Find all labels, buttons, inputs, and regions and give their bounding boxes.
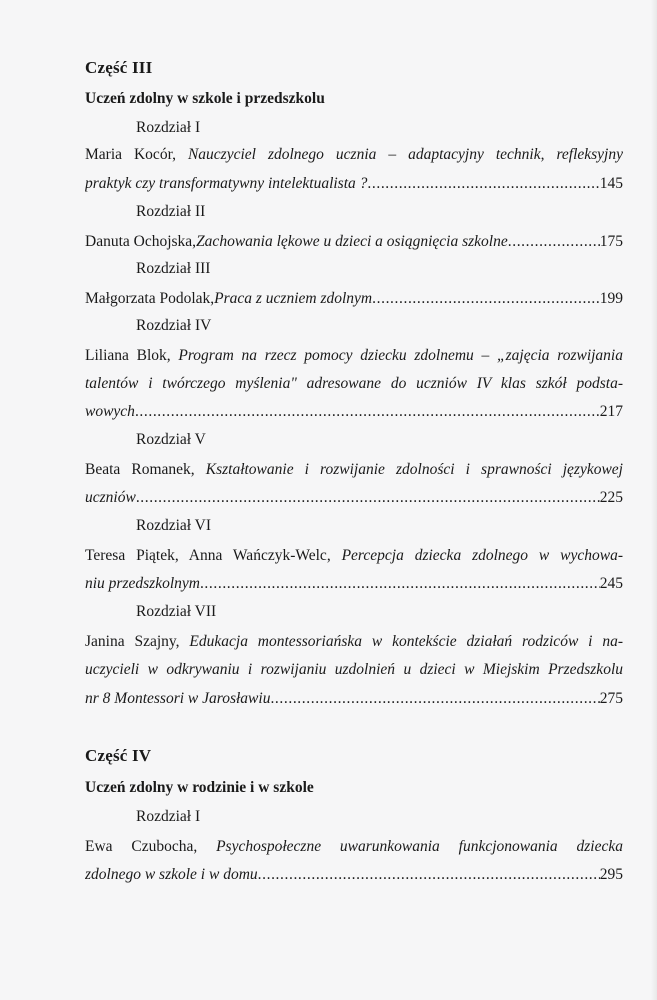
section-title: Uczeń zdolny w rodzinie i w szkole: [85, 779, 314, 796]
part-title: Część III: [85, 58, 153, 77]
entry-author: Małgorzata Podolak,: [85, 290, 215, 307]
entry-title: wowych: [85, 403, 135, 420]
dot-leader: [135, 402, 600, 424]
chapter-label: Rozdział VI: [136, 517, 212, 534]
entry-author: Maria Kocór,: [85, 146, 188, 163]
entry-title: uczniów: [85, 489, 136, 506]
page-number: 217: [599, 403, 623, 420]
entry-title: talentów i twórczego myślenia" adresowane do uczniów IV klas szkół podsta-: [85, 375, 623, 392]
dot-leader: [136, 488, 600, 510]
entry-author: Beata Romanek,: [85, 461, 206, 478]
chapter-label: Rozdział II: [136, 203, 206, 220]
dot-leader: [270, 689, 599, 711]
entry-title: praktyk czy transformatywny intelektualista ?: [85, 175, 368, 192]
entry-title: Psychospołeczne uwarunkowania funkcjonowania dziecka: [216, 838, 623, 855]
dot-leader: [372, 289, 600, 311]
page-number: 175: [599, 233, 623, 250]
entry-line: [85, 174, 623, 196]
chapter-label: Rozdział VII: [136, 603, 217, 620]
entry-author: Janina Szajny,: [85, 633, 190, 650]
entry-title: niu przedszkolnym: [85, 575, 200, 592]
entry-title: nr 8 Montessori w Jarosławiu: [85, 690, 271, 707]
entry-line: [85, 689, 623, 711]
entry-line: [85, 632, 623, 654]
chapter-label: Rozdział I: [136, 808, 201, 825]
chapter-label: Rozdział I: [136, 119, 201, 136]
entry-title: Kształtowanie i rozwijanie zdolności i sprawności językowej: [205, 461, 623, 478]
entry-line: [85, 145, 623, 167]
chapter-label: Rozdział III: [136, 260, 211, 277]
scan-edge-shadow: [651, 0, 657, 1000]
entry-line: [85, 546, 623, 568]
entry-title: Percepcja dziecka zdolnego w wychowa-: [341, 547, 623, 564]
entry-author: Danuta Ochojska,: [85, 233, 197, 250]
entry-title: uczycieli w odkrywaniu i rozwijaniu uzdolnień u dzieci w Miejskim Przedszkolu: [85, 661, 623, 678]
entry-line: [85, 289, 623, 311]
entry-line: [85, 865, 623, 887]
entry-line: [85, 346, 623, 368]
part-title: Część IV: [85, 746, 152, 765]
entry-line: [85, 837, 623, 859]
entry-line: [85, 488, 623, 510]
dot-leader: [508, 232, 600, 254]
section-title: Uczeń zdolny w szkole i przedszkolu: [85, 90, 325, 107]
page-number: 245: [599, 575, 623, 592]
entry-author: Ewa Czubocha,: [85, 838, 217, 855]
entry-title: zdolnego w szkole i w domu: [85, 866, 258, 883]
dot-leader: [200, 574, 600, 596]
page-number: 295: [599, 866, 623, 883]
entry-line: [85, 232, 623, 254]
entry-title: Praca z uczniem zdolnym: [214, 290, 373, 307]
entry-line: [85, 460, 623, 482]
page-number: 199: [599, 290, 623, 307]
entry-title: Zachowania lękowe u dzieci a osiągnięcia szkolne: [196, 233, 508, 250]
chapter-label: Rozdział V: [136, 431, 206, 448]
chapter-label: Rozdział IV: [136, 317, 212, 334]
entry-author: Liliana Blok,: [85, 347, 179, 364]
entry-line: [85, 402, 623, 424]
page-number: 275: [599, 690, 623, 707]
dot-leader: [258, 865, 600, 887]
entry-line: [85, 574, 623, 596]
entry-title: Program na rzecz pomocy dziecku zdolnemu – „zajęcia rozwijania: [178, 347, 623, 364]
entry-author: Teresa Piątek, Anna Wańczyk-Welc,: [85, 547, 342, 564]
entry-title: Edukacja montessoriańska w kontekście działań rodziców i na-: [189, 633, 623, 650]
dot-leader: [367, 174, 599, 196]
page-number: 145: [599, 175, 623, 192]
entry-title: Nauczyciel zdolnego ucznia – adaptacyjny technik, refleksyjny: [187, 146, 623, 163]
page-number: 225: [599, 489, 623, 506]
